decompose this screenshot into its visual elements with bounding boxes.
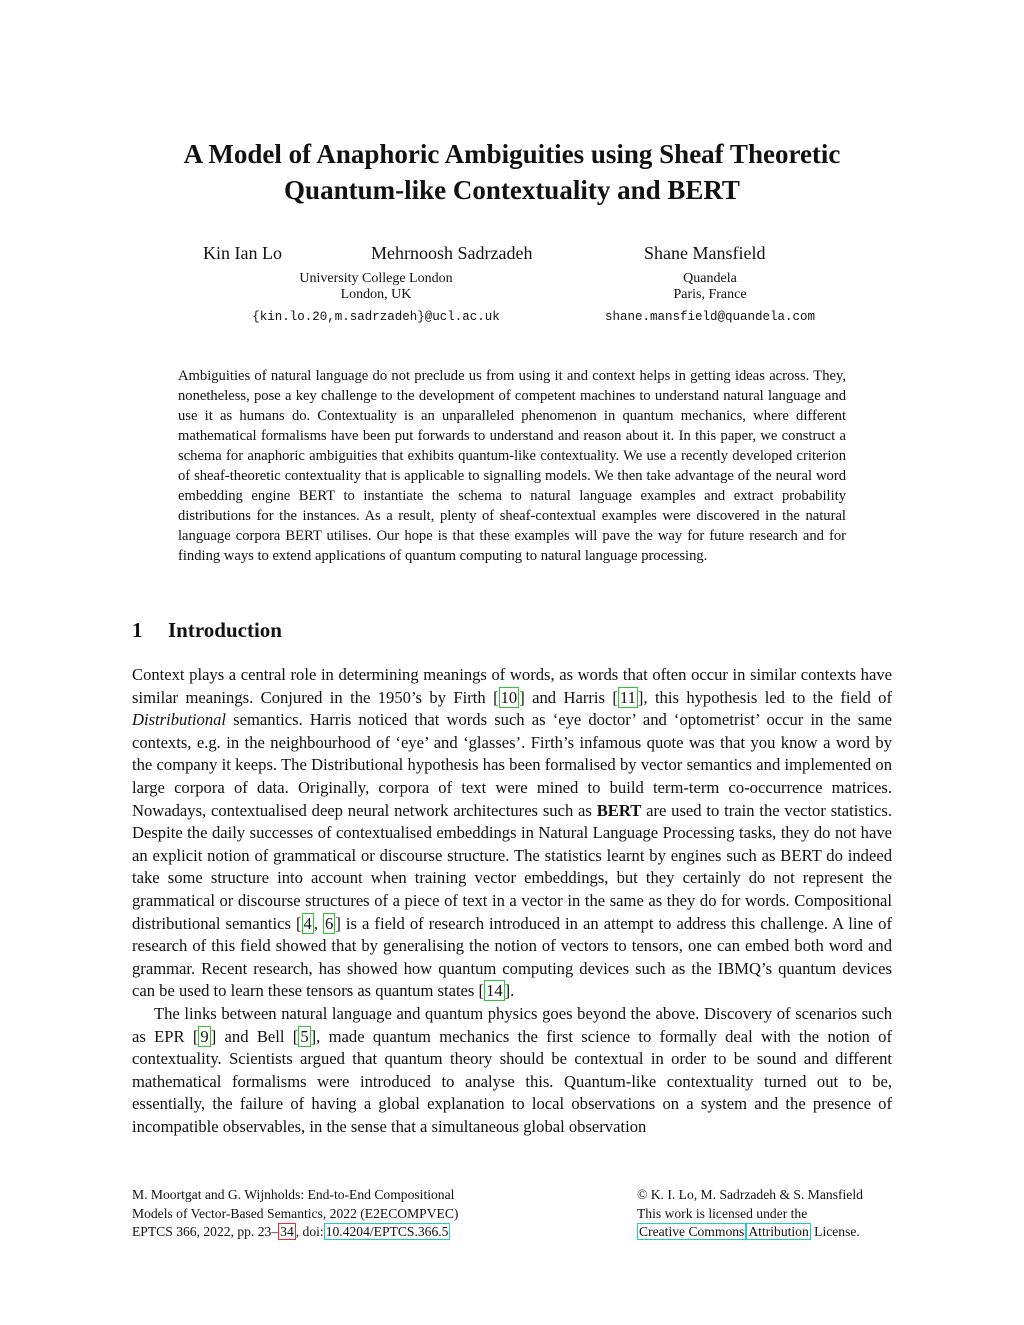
- email-quandela[interactable]: shane.mansfield@quandela.com: [604, 310, 816, 324]
- citation-5[interactable]: 5: [300, 1026, 309, 1046]
- citation-11[interactable]: 11: [619, 687, 636, 707]
- bold-bert: BERT: [596, 800, 642, 820]
- author-mehrnoosh-sadrzadeh: Mehrnoosh Sadrzadeh: [371, 243, 533, 263]
- attribution-link[interactable]: Attribution: [748, 1224, 809, 1240]
- email-ucl[interactable]: {kin.lo.20,m.sadrzadeh}@ucl.ac.uk: [252, 310, 500, 324]
- title-line-2: Quantum-like Contextuality and BERT: [284, 175, 740, 205]
- author-kin-ian-lo: Kin Ian Lo: [203, 243, 282, 263]
- emphasis-distributional: Distributional: [132, 710, 227, 730]
- section-number: 1: [132, 618, 143, 642]
- affiliation-left: [226, 271, 526, 325]
- license-line: This work is licensed under the: [637, 1205, 808, 1221]
- citation-4[interactable]: 4: [303, 913, 312, 933]
- footer-left-line-3: EPTCS 366, 2022, pp. 23– 34 , doi: 10.4204/EPTCS.366.5: [132, 1224, 449, 1240]
- institution-quandela: Quandela: [683, 271, 737, 286]
- abstract: Ambiguities of natural language do not preclude us from using it and context helps in getting ideas across. They, nonetheless, pose a key challenge to the development of competent machines to understand natural language and use it as humans do. Contextuality is an unparalleled phenomenon in quantum mechanics, where different mathematical formalisms have been put forwards to understand and reason about it. In this paper, we construct a schema for anaphoric ambiguities that exhibits quantum-like contextuality. We use a recently developed criterion of sheaf-theoretic contextuality that is applicable to signalling models. We then take advantage of the neural word embedding engine BERT to instantiate the schema to natural language examples and extract probability distributions for the instances. As a result, plenty of sheaf-contextual examples were discovered in the natural language corpora BERT utilises. Our hope is that these examples will pave the way for future research and for finding ways to extend applications of quantum computing to natural language processing.: [178, 368, 846, 564]
- title-line-1: A Model of Anaphoric Ambiguities using Sheaf Theoretic: [183, 139, 841, 169]
- intro-paragraph-2: The links between natural language and quantum physics goes beyond the above. Discovery of scenarios such as EPR [ 9 ] and Bell [ 5 ], made quantum mechanics the first science to formally deal with the notion of contextuality. Scientists argued that quantum theory should be contextual in order to be sound and different mathematical formalisms were introduced to analyse this. Quantum-like contextuality turned out to be, essentially, the failure of having a global explanation to local observations on a system and the presence of incompatible observables, in the sense that a simultaneous global observation: [132, 1003, 892, 1136]
- license-links-line: Creative Commons Attribution License.: [639, 1224, 860, 1240]
- author-shane-mansfield: Shane Mansfield: [644, 243, 766, 263]
- citation-6[interactable]: 6: [325, 913, 334, 933]
- location-london: London, UK: [340, 287, 412, 302]
- intro-paragraph-1: Context plays a central role in determining meanings of words, as words that often occur in similar contexts have similar meanings. Conjured in the 1950’s by Firth [ 10 ] and Harris [ 11 ], this hypothesis led to the field of Distributional semantics. Harris noticed that words such as ‘eye doctor’ and ‘optometrist’ occur in the same contexts, e.g. in the neighbourhood of ‘eye’ and ‘glasses’. Firth’s infamous quote was that you know a word by the company it keeps. The Distributional hypothesis has been formalised by vector semantics and implemented on large corpora of data. Originally, corpora of text were mined to build term-term co-occurrence matrices. Nowadays, contextualised deep neural network architectures such as BERT are used to train the vector statistics. Despite the daily successes of contextualised embeddings in Natural Language Processing tasks, they do not have an explicit notion of grammatical or discourse structure. The statistics learnt by engines such as BERT do indeed take some structure into account when training vector embeddings, but they certainly do not represent the grammatical or discourse structures of a piece of text in a vector in the same as they do for words. Compositional distributional semantics [ 4 , 6 ] is a field of research introduced in an attempt to address this challenge. A line of research of this field showed that by generalising the notion of vectors to tensors, one can embed both word and grammar. Recent research, has showed how quantum computing devices such as the IBMQ’s quantum devices can be used to learn these tensors as quantum states [ 14 ].: [132, 665, 892, 1001]
- doi-link[interactable]: 10.4204/EPTCS.366.5: [325, 1224, 449, 1240]
- footer-left: [132, 1186, 458, 1242]
- institution-ucl: University College London: [299, 271, 453, 286]
- last-page-link[interactable]: 34: [280, 1224, 294, 1240]
- affiliation-right: [570, 271, 850, 325]
- footer-left-line-1: M. Moortgat and G. Wijnholds: End-to-End Compositional: [132, 1187, 455, 1202]
- citation-9[interactable]: 9: [200, 1026, 209, 1046]
- footer-right: [637, 1186, 863, 1242]
- introduction-body: [132, 664, 892, 1138]
- section-title: Introduction: [168, 618, 282, 642]
- citation-10[interactable]: 10: [500, 687, 518, 707]
- creative-commons-link[interactable]: Creative Commons: [639, 1224, 745, 1240]
- citation-14[interactable]: 14: [486, 981, 503, 1001]
- footer-left-line-2: Models of Vector-Based Semantics, 2022 (E2ECOMPVEC): [132, 1205, 459, 1221]
- section-heading: [132, 618, 282, 643]
- location-paris: Paris, France: [673, 287, 747, 302]
- paper-title: [100, 136, 924, 208]
- copyright-line: © K. I. Lo, M. Sadrzadeh & S. Mansfield: [637, 1187, 863, 1202]
